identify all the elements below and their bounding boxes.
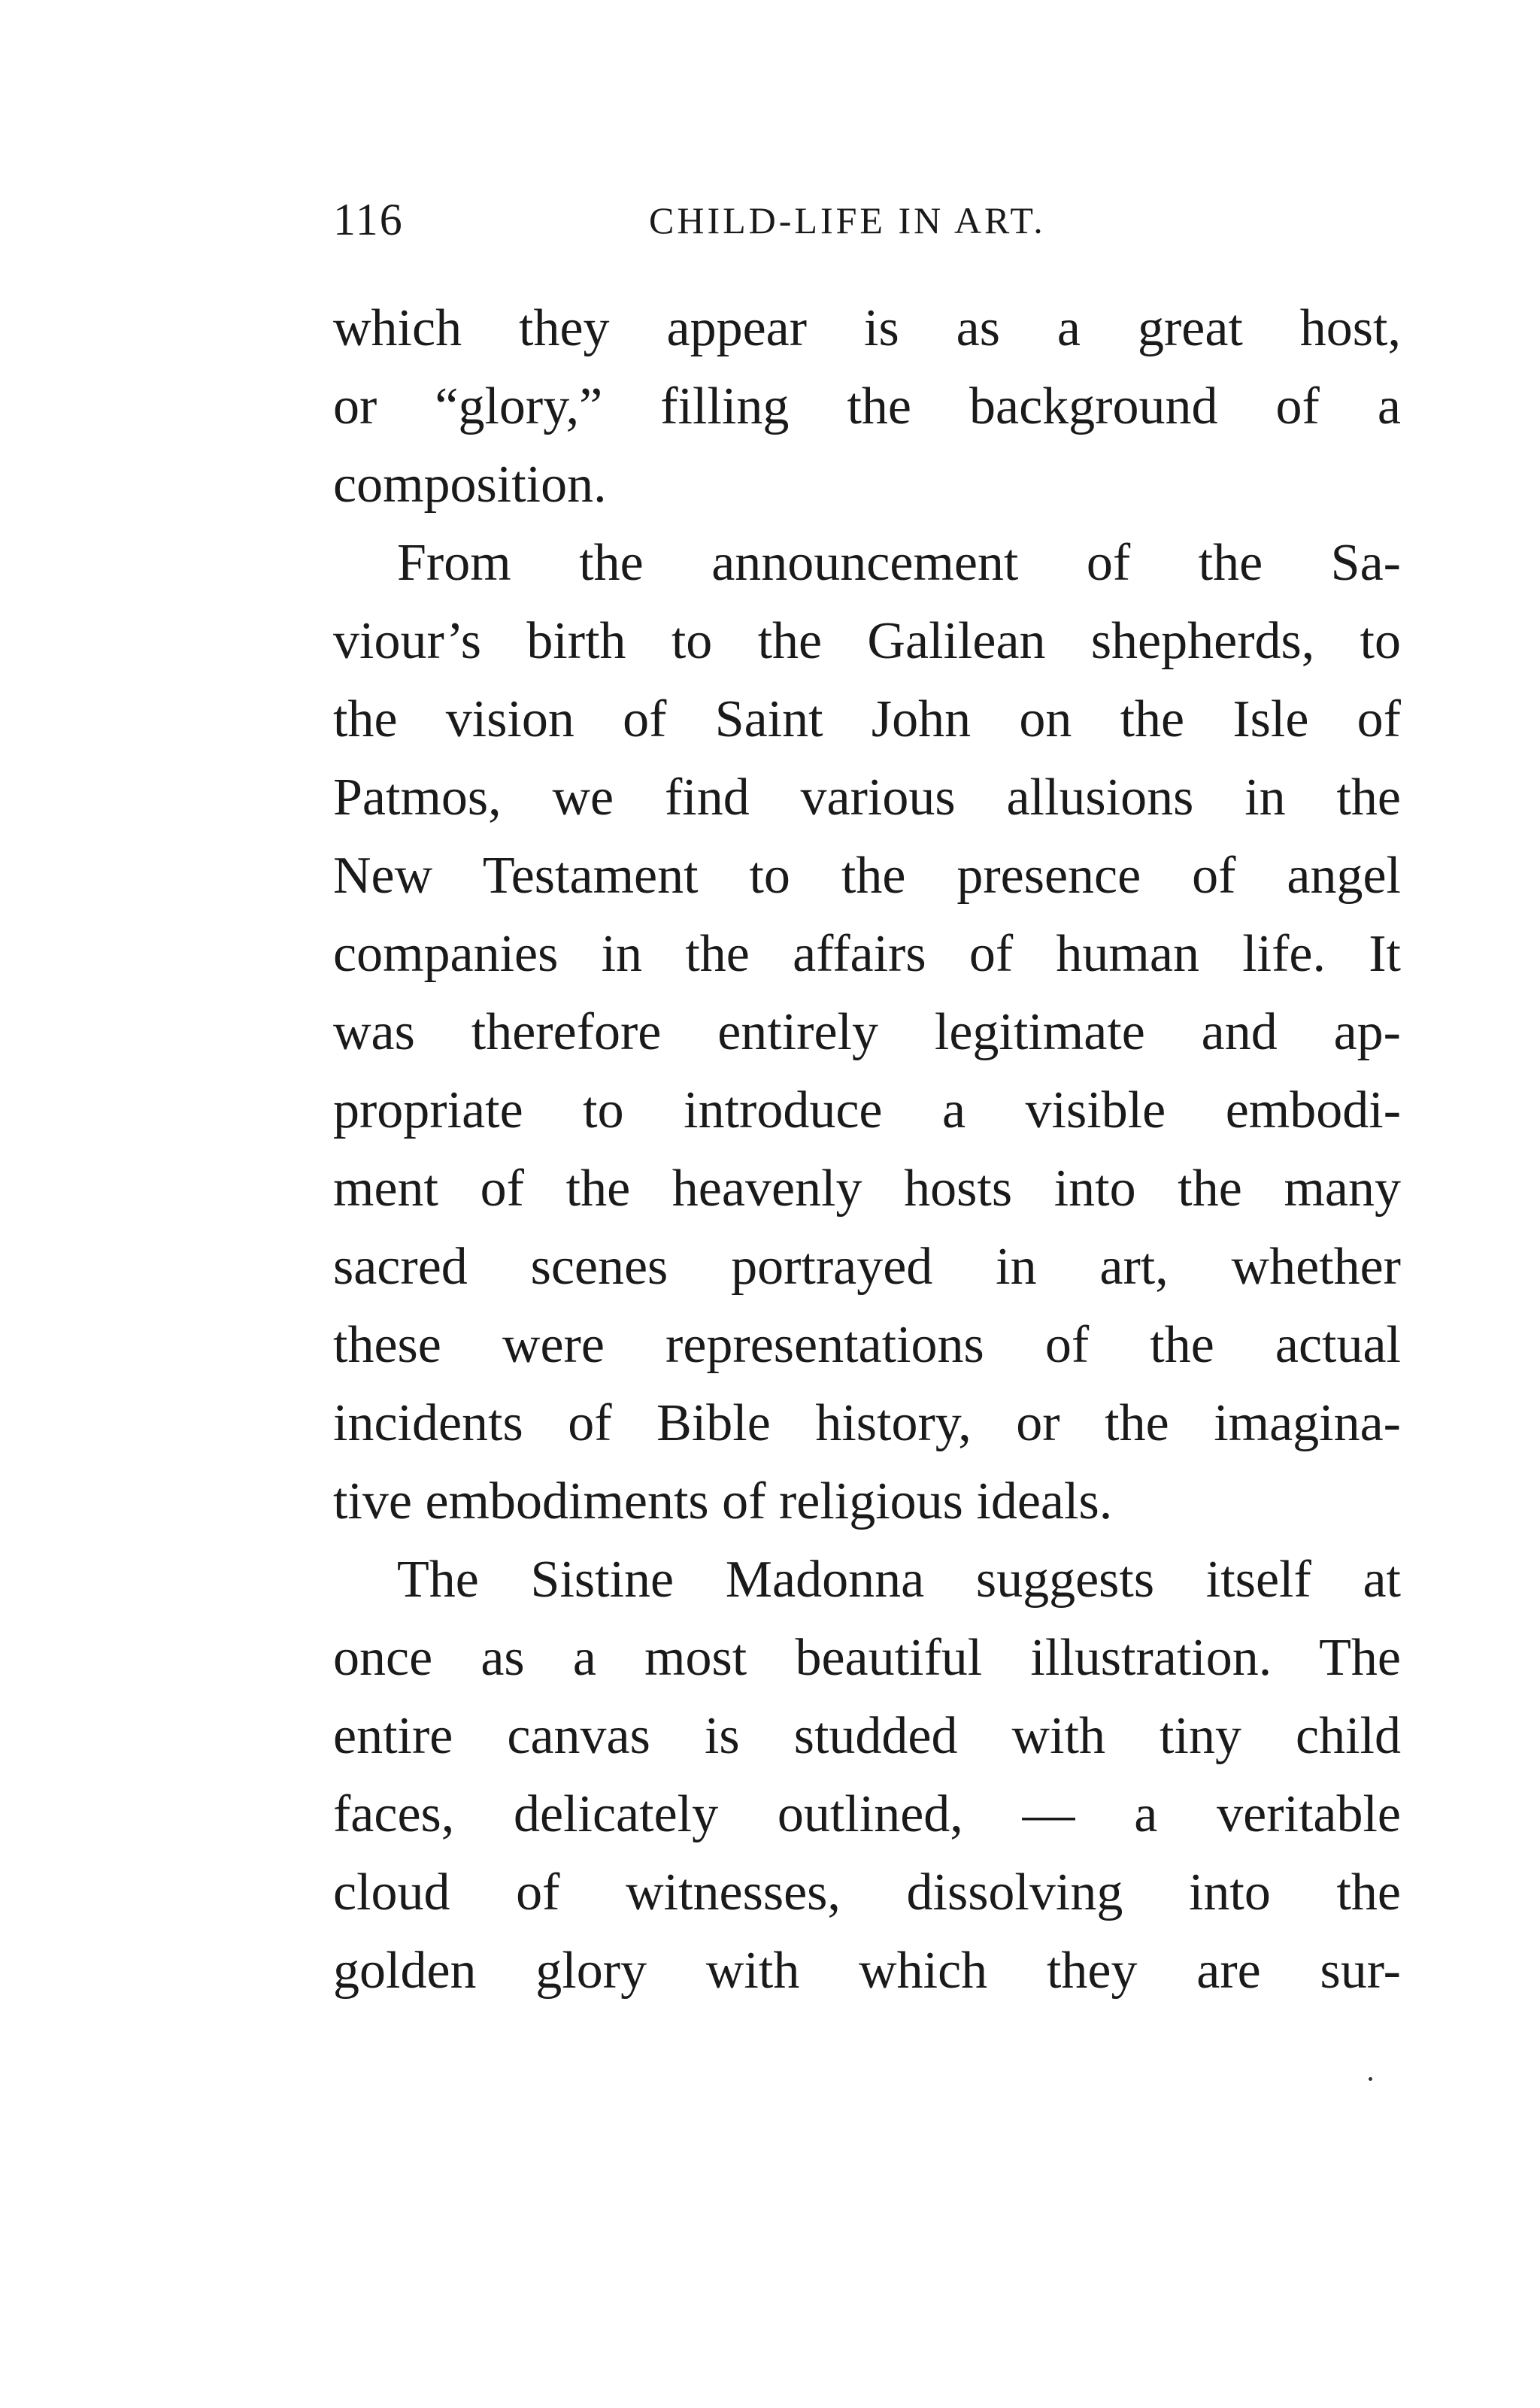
text-line: sacred scenes portrayed in art, whether	[333, 1238, 1401, 1296]
text-line: incidents of Bible history, or the imagina-	[333, 1394, 1401, 1452]
text-line: faces, delicately outlined, — a veritable	[333, 1785, 1401, 1843]
running-head	[333, 194, 1401, 254]
text-line: companies in the affairs of human life. It	[333, 925, 1401, 983]
text-line: once as a most beautiful illustration. The	[333, 1629, 1401, 1687]
text-line: viour’s birth to the Galilean shepherds, to	[333, 612, 1401, 670]
text-line: composition.	[333, 456, 607, 514]
text-line: Patmos, we find various allusions in the	[333, 769, 1401, 826]
text-line: was therefore entirely legitimate and ap-	[333, 1003, 1401, 1061]
ink-speck	[1369, 2077, 1372, 2081]
text-line: propriate to introduce a visible embodi-	[333, 1081, 1401, 1139]
text-line: which they appear is as a great host,	[333, 299, 1401, 357]
text-line: From the announcement of the Sa-	[397, 534, 1401, 592]
running-title: CHILD-LIFE IN ART.	[649, 199, 1046, 241]
text-line: golden glory with which they are sur-	[333, 1942, 1401, 2000]
text-line: these were representations of the actual	[333, 1316, 1401, 1374]
page-number: 116	[333, 195, 404, 244]
text-line: the vision of Saint John on the Isle of	[333, 690, 1401, 748]
text-line: ment of the heavenly hosts into the many	[333, 1160, 1401, 1218]
text-line: The Sistine Madonna suggests itself at	[397, 1551, 1401, 1609]
text-line: cloud of witnesses, dissolving into the	[333, 1864, 1401, 1921]
text-line: tive embodiments of religious ideals.	[333, 1472, 1113, 1530]
text-line: New Testament to the presence of angel	[333, 847, 1401, 905]
text-line: or “glory,” filling the background of a	[333, 378, 1401, 435]
text-line: entire canvas is studded with tiny child	[333, 1707, 1401, 1765]
